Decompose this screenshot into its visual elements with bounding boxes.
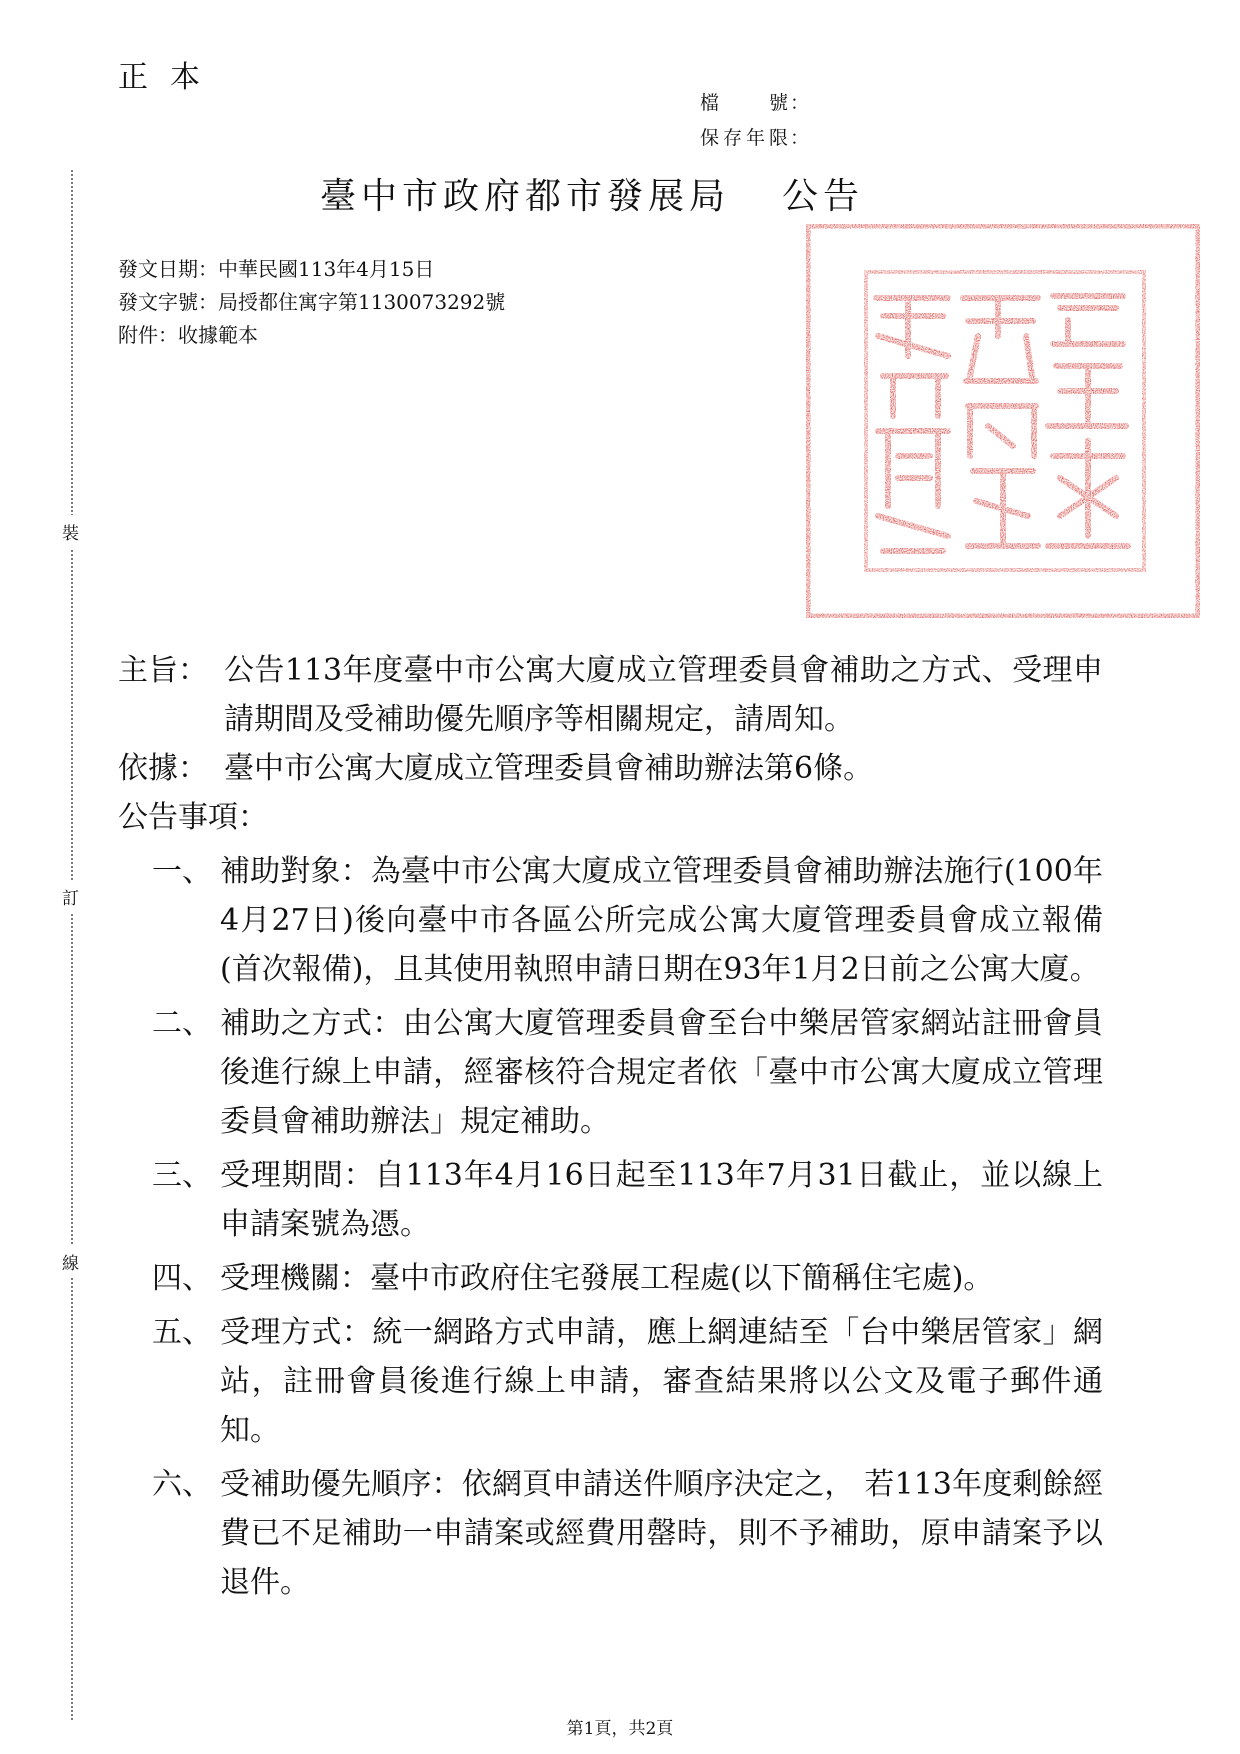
issue-date-label: 發文日期：	[118, 257, 218, 281]
notice-item	[118, 1254, 1103, 1303]
page-number: 第1頁，共2頁	[566, 1719, 674, 1739]
item-text: 補助之方式：由公寓大廈管理委員會至台中樂居管家網站註冊會員後進行線上申請，經審核符合規定者依「臺中市公寓大廈成立管理委員會補助辦法」規定補助。	[220, 1006, 1103, 1139]
attachment-value: 收據範本	[178, 323, 258, 347]
attachment-row	[118, 319, 505, 352]
item-text: 受理期間：自113年4月16日起至113年7月31日截止，並以線上申請案號為憑。	[220, 1158, 1103, 1242]
issue-date-row	[118, 253, 505, 286]
binding-mark-xian: 線	[62, 1245, 79, 1278]
notice-heading: 公告事項：	[118, 800, 268, 835]
item-text: 補助對象：為臺中市公寓大廈成立管理委員會補助辦法施行(100年4月27日)後向臺中市各區公所完成公寓大廈管理委員會成立報備(首次報備)，且其使用執照申請日期在93年1月2日前之公寓大廈。	[220, 854, 1103, 987]
file-number-label: 檔號	[700, 92, 788, 114]
binding-mark-zhuang: 裝	[62, 515, 79, 548]
binding-mark-ding: 訂	[62, 880, 79, 913]
header-fields	[118, 253, 505, 352]
retention-row: 保存年限 ：	[700, 121, 809, 156]
item-number: 四、	[152, 1261, 212, 1296]
file-number-row: 檔號 ：	[700, 86, 809, 121]
item-number: 五、	[152, 1315, 212, 1350]
item-number: 一、	[152, 854, 212, 889]
issuing-organization: 臺中市政府都市發展局	[320, 176, 731, 217]
subject-paragraph	[118, 646, 1103, 744]
reference-number-row	[118, 286, 505, 319]
basis-text: 臺中市公寓大廈成立管理委員會補助辦法第6條。	[224, 751, 874, 786]
item-number: 二、	[152, 1006, 212, 1041]
file-meta	[700, 86, 809, 156]
subject-label: 主旨：	[118, 653, 208, 688]
basis-label: 依據：	[118, 751, 208, 786]
notice-item	[118, 1460, 1103, 1607]
official-seal	[798, 216, 1208, 626]
issue-date-value: 中華民國113年4月15日	[218, 257, 435, 281]
copy-mark: 正本	[118, 60, 222, 95]
item-text: 受理方式：統一網路方式申請，應上網連結至「台中樂居管家」網站，註冊會員後進行線上申請，審查結果將以公文及電子郵件通知。	[220, 1315, 1103, 1448]
binding-line	[71, 170, 73, 1720]
notice-item	[118, 847, 1103, 994]
item-text: 受補助優先順序：依網頁申請送件順序決定之， 若113年度剩餘經費已不足補助一申請案或經費用罄時，則不予補助，原申請案予以退件。	[220, 1467, 1103, 1600]
reference-number-value: 局授都住寓字第1130073292號	[218, 290, 506, 314]
reference-number-label: 發文字號：	[118, 290, 218, 314]
notice-item	[118, 1151, 1103, 1249]
subject-text: 公告113年度臺中市公寓大廈成立管理委員會補助之方式、受理申請期間及受補助優先順序等相關規定，請周知。	[224, 653, 1103, 737]
attachment-label: 附件：	[118, 323, 178, 347]
item-number: 三、	[152, 1158, 212, 1193]
notice-item	[118, 999, 1103, 1146]
notice-item	[118, 1308, 1103, 1455]
retention-label: 保存年限	[700, 127, 788, 149]
seal-stamp-icon	[798, 216, 1208, 626]
item-text: 受理機關：臺中市政府住宅發展工程處(以下簡稱住宅處)。	[220, 1261, 994, 1296]
document-type: 公告	[782, 176, 865, 217]
document-body	[118, 646, 1103, 1607]
item-number: 六、	[152, 1467, 212, 1502]
notice-items	[118, 847, 1103, 1607]
basis-paragraph	[118, 744, 1103, 793]
document-title	[320, 168, 864, 219]
